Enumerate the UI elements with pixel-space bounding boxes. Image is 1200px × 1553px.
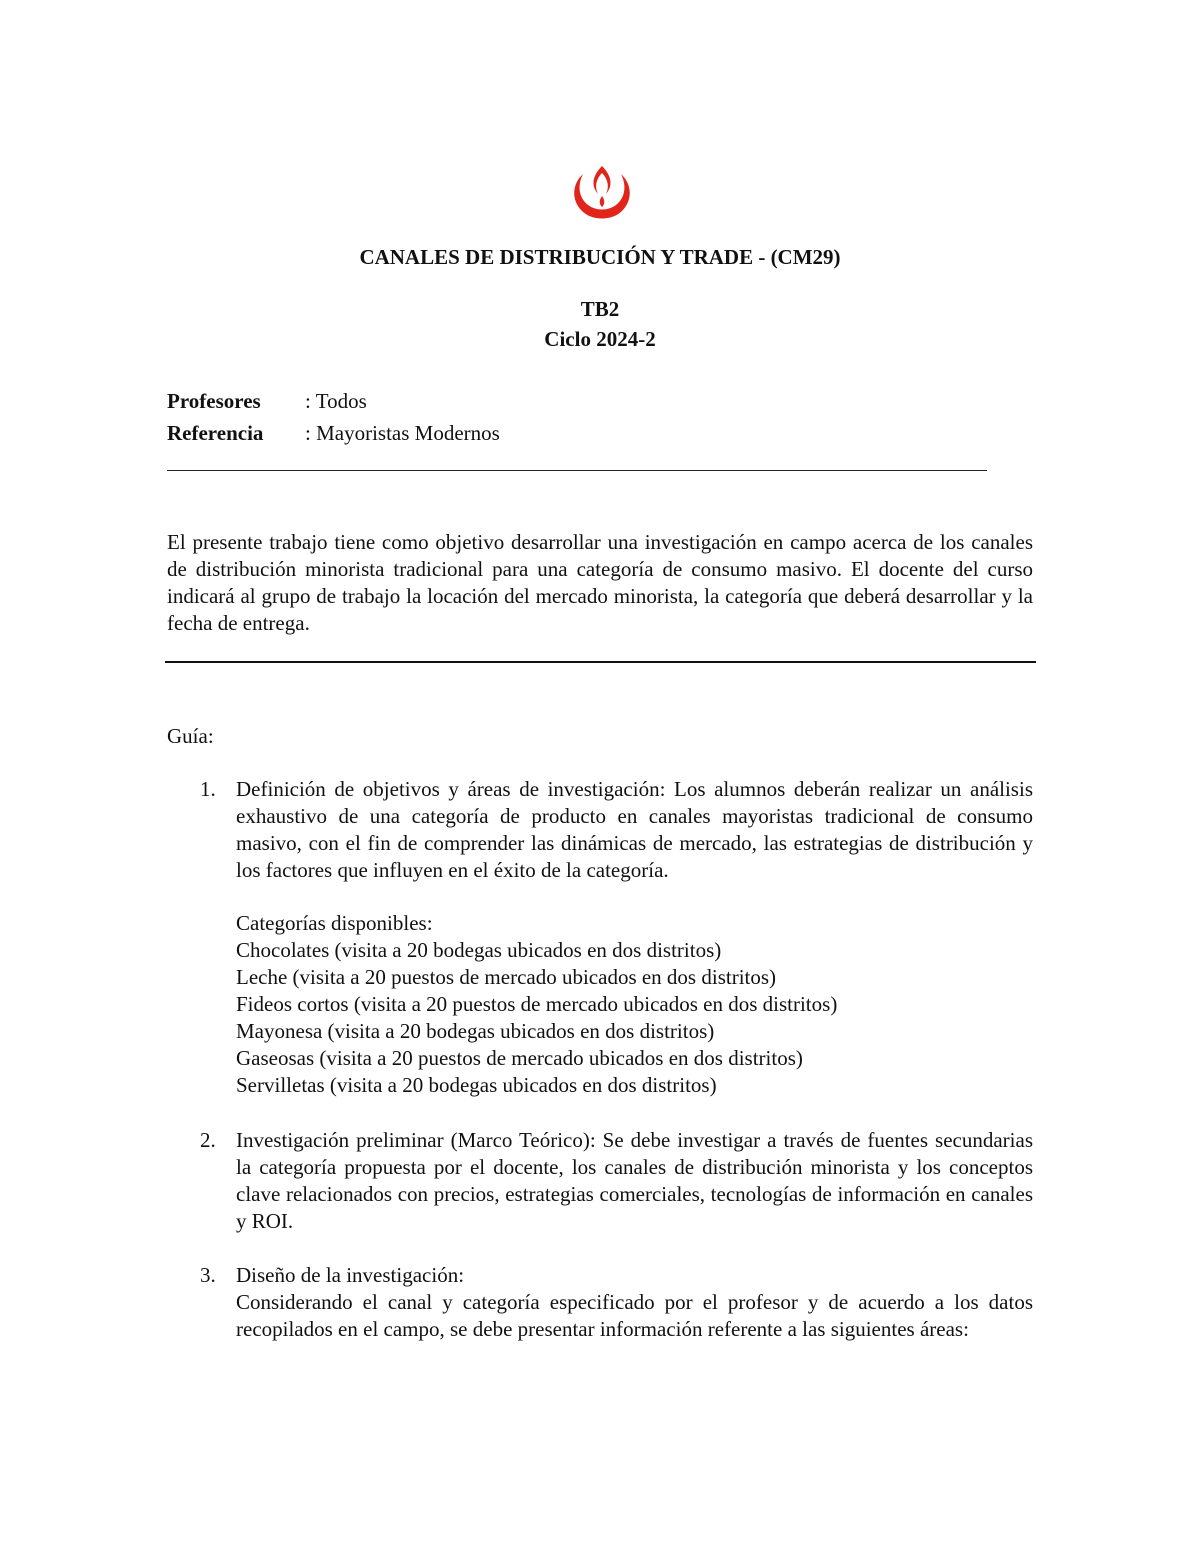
guide-item-number: 2. — [200, 1128, 216, 1152]
guide-item-text: Definición de objetivos y áreas de investigación: Los alumnos deberán realizar un análisis exhaustivo de una categoría de producto en canales mayoristas tradicional de consumo masivo, con el fin de comprender las dinámicas de mercado, las estrategias de distribución y los factores que influyen en el éxito de la categoría. — [236, 777, 1033, 882]
cycle-label: Ciclo 2024-2 — [544, 327, 656, 351]
guide-item-text: Investigación preliminar (Marco Teórico): Se debe investigar a través de fuentes secundarias la categoría propuesta por el docente, los canales de distribución minorista y los conceptos clave relacionados con precios, estrategias comerciales, tecnologías de información en canales y ROI. — [236, 1128, 1033, 1233]
guide-heading: Guía: — [167, 724, 214, 748]
document-title: CANALES DE DISTRIBUCIÓN Y TRADE - (CM29) — [359, 245, 841, 269]
guide-item-body — [236, 1262, 1033, 1343]
category-item: Mayonesa (visita a 20 bodegas ubicados en dos distritos) — [236, 1019, 715, 1043]
category-item: Gaseosas (visita a 20 puestos de mercado ubicados en dos distritos) — [236, 1046, 803, 1070]
category-item: Chocolates (visita a 20 bodegas ubicados en dos distritos) — [236, 938, 722, 962]
referencia-value: : Mayoristas Modernos — [305, 421, 500, 445]
guide-item-number: 1. — [200, 777, 216, 801]
profesores-label: Profesores — [167, 389, 261, 413]
category-item: Leche (visita a 20 puestos de mercado ubicados en dos distritos) — [236, 965, 777, 989]
underscore-divider — [167, 470, 987, 471]
category-item: Fideos cortos (visita a 20 puestos de mercado ubicados en dos distritos) — [236, 992, 838, 1016]
section-divider — [165, 661, 1036, 663]
referencia-label: Referencia — [167, 421, 264, 445]
categories-list — [236, 910, 1033, 1099]
guide-item-text: Considerando el canal y categoría especificado por el profesor y de acuerdo a los datos recopilados en el campo, se debe presentar información referente a las siguientes áreas: — [236, 1290, 1033, 1341]
assignment-code: TB2 — [580, 297, 620, 321]
guide-item-subheading: Diseño de la investigación: — [236, 1263, 465, 1287]
guide-item-number: 3. — [200, 1263, 216, 1287]
categories-heading: Categorías disponibles: — [236, 911, 433, 935]
intro-paragraph: El presente trabajo tiene como objetivo desarrollar una investigación en campo acerca de los canales de distribución minorista tradicional para una categoría de consumo masivo. El docente del curso indicará al grupo de trabajo la locación del mercado minorista, la categoría que deberá desarrollar y la fecha de entrega. — [167, 530, 1033, 635]
category-item: Servilletas (visita a 20 bodegas ubicados en dos distritos) — [236, 1073, 717, 1097]
upc-flame-logo-icon — [570, 164, 634, 222]
referencia-row — [167, 420, 500, 447]
profesores-row — [167, 388, 367, 415]
profesores-value: : Todos — [305, 389, 367, 413]
